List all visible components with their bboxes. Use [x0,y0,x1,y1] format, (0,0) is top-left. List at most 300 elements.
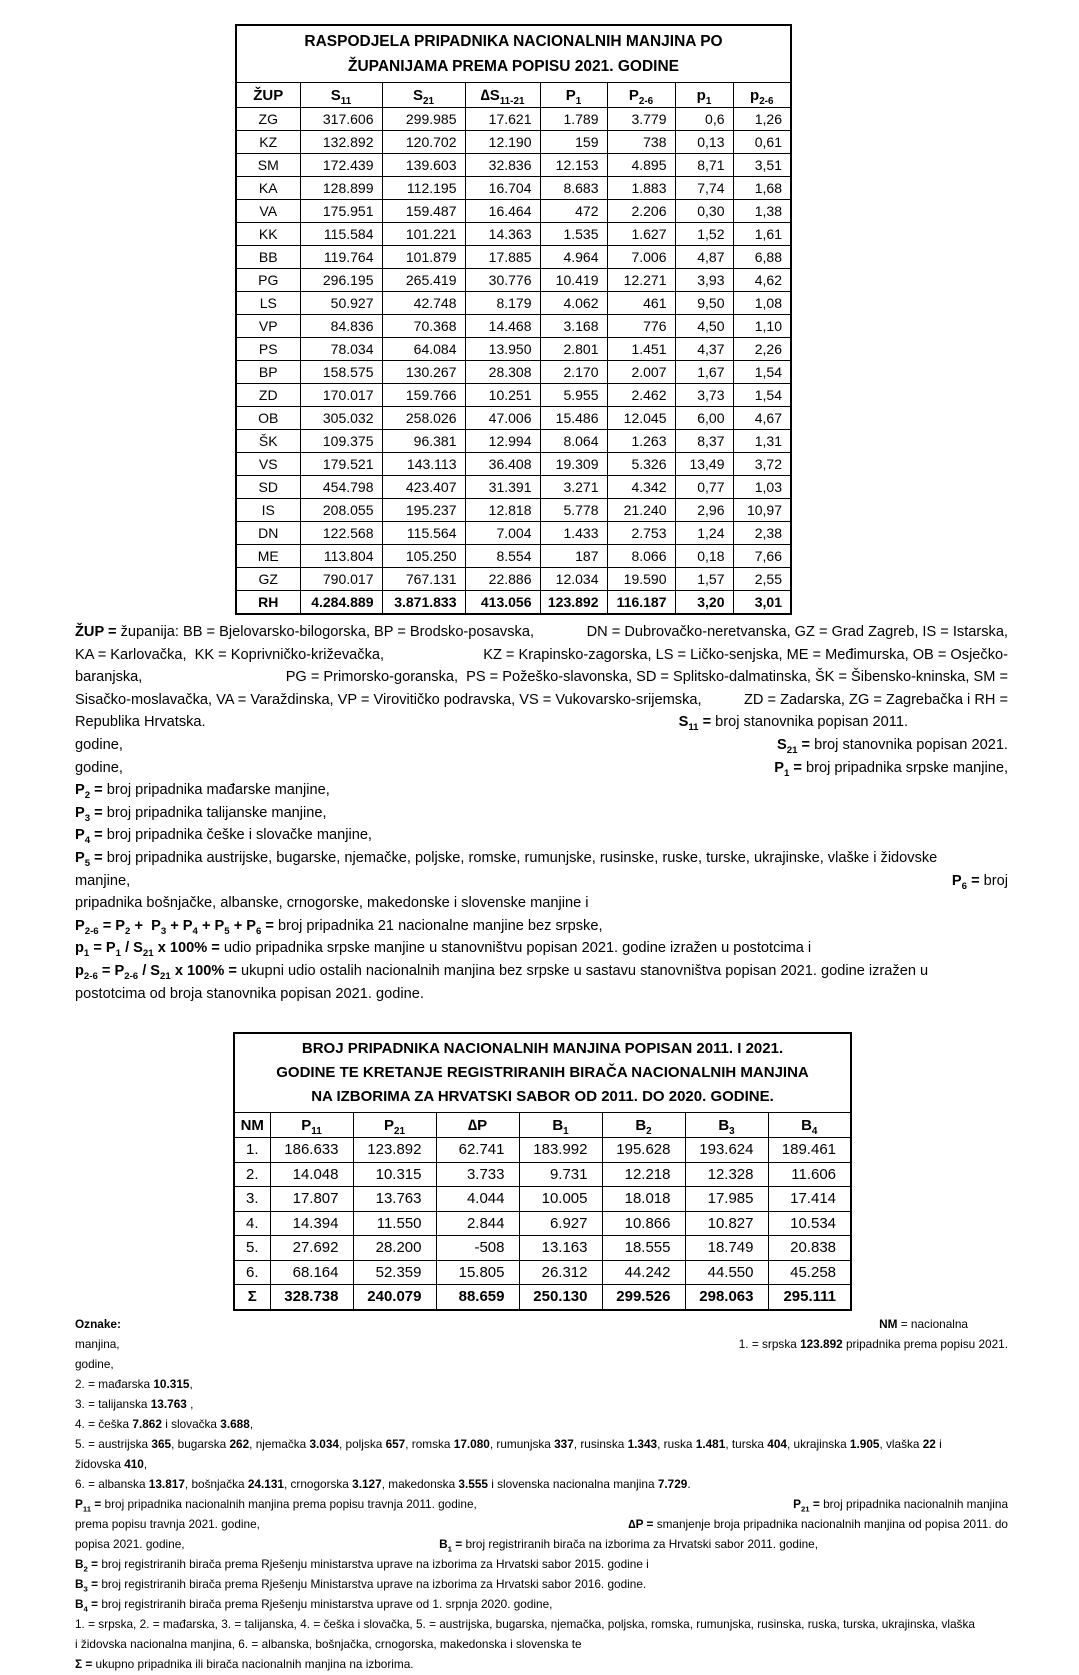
text-run: + P [166,917,193,934]
row-label-cell: VS [236,453,300,476]
value-cell: 175.951 [300,200,382,223]
value-cell: 187 [540,545,607,568]
subscript-text: 11-21 [499,95,525,107]
text-run: 10.315 [153,1377,190,1391]
text-run: = [809,1497,824,1511]
column-header [353,1113,436,1138]
legend-text [879,1314,968,1334]
legend-text [75,1514,260,1534]
value-cell: 16.704 [465,177,540,200]
value-cell: 21.240 [607,499,675,522]
legend-text [75,734,123,757]
row-label-cell: DN [236,522,300,545]
text-run: KZ = Krapinsko-zagorska, LS = Ličko-senjska, ME = Međimurska, OB = Osječko- [483,646,1008,663]
legend-text [75,779,330,802]
text-run: P [565,86,576,104]
row-label-cell: RH [236,591,300,615]
legend-line [75,734,1008,757]
value-cell: 4,62 [733,269,791,292]
value-cell: 10.866 [602,1211,685,1236]
legend-text [75,1474,691,1494]
legend-line [75,960,1008,983]
legend-text [75,824,372,847]
row-label-cell: SD [236,476,300,499]
value-cell: 4.964 [540,246,607,269]
legend-line [75,1554,1008,1574]
value-cell: 1.535 [540,223,607,246]
value-cell: 12.045 [607,407,675,430]
text-run: P [301,1116,312,1134]
subscript-text: 4 [811,1125,818,1137]
legend-text [483,644,1008,667]
table-row [236,154,791,177]
legend-text [739,1334,1008,1354]
value-cell: 3,93 [675,269,733,292]
table-row [236,269,791,292]
value-cell: 2,55 [733,568,791,591]
value-cell: 1.433 [540,522,607,545]
value-cell: 12.271 [607,269,675,292]
text-run: broj stanovnika popisan 2011. [715,714,908,731]
value-cell: 9,50 [675,292,733,315]
text-run: 1.343 [627,1437,658,1451]
legend-text [75,915,603,938]
value-cell: 10.315 [353,1162,436,1187]
legend-text [75,983,424,1006]
text-run: P [75,849,85,866]
legend-line [75,1314,1008,1334]
value-cell: 17.621 [465,108,540,131]
row-label-cell: PS [236,338,300,361]
value-cell: 2.170 [540,361,607,384]
table-title-line: BROJ PRIPADNIKA NACIONALNIH MANJINA POPISAN 2011. I 2021. [301,1040,784,1057]
value-cell: 32.836 [465,154,540,177]
text-run: p [696,86,706,104]
table-title-line: RASPODJELA PRIPADNIKA NACIONALNIH MANJINA PO [304,33,723,50]
value-cell: 8.064 [540,430,607,453]
table-row [236,131,791,154]
row-label-cell: ŠK [236,430,300,453]
legend-text [75,937,811,960]
row-label-cell: PG [236,269,300,292]
column-header [465,83,540,108]
text-run: 1.905 [849,1437,880,1451]
text-run: P [774,759,785,776]
legend-line [75,1374,1008,1394]
legend-text [75,1374,193,1394]
subscript-text: 3 [84,812,91,824]
value-cell: 16.464 [465,200,540,223]
legend-line [75,1614,1008,1634]
legend-text [744,689,1008,712]
row-label-cell: KK [236,223,300,246]
value-cell: 1.789 [540,108,607,131]
value-cell: 3,72 [733,453,791,476]
value-cell: 10,97 [733,499,791,522]
value-cell: 18.749 [685,1236,768,1261]
column-header [436,1113,519,1138]
text-run: , makedonska [381,1477,459,1491]
text-run: 17.080 [453,1437,490,1451]
text-run: 6. = albanska [75,1477,149,1491]
legend-text [75,870,130,893]
value-cell: 36.408 [465,453,540,476]
legend-line [75,1594,1008,1614]
text-run: smanjenje broja pripadnika nacionalnih manjina od popisa 2011. do [656,1517,1008,1531]
text-run: S [330,86,341,104]
text-run: , [249,1417,254,1431]
table-title-line: GODINE TE KRETANJE REGISTRIRANIH BIRAČA NACIONALNIH MANJINA [276,1064,809,1081]
text-run: P [75,1497,83,1511]
text-run: = [90,782,107,799]
value-cell: 1,24 [675,522,733,545]
subscript-text: 2-6 [759,95,774,107]
text-run: = [789,759,807,776]
text-run: manjine, [75,872,131,889]
legend-text [75,1614,975,1634]
value-cell: 44.242 [602,1260,685,1285]
value-cell: 8.179 [465,292,540,315]
text-run: = [87,1577,102,1591]
value-cell: 3,73 [675,384,733,407]
value-cell: 12.328 [685,1162,768,1187]
text-run: i slovenska nacionalna manjina [487,1477,658,1491]
text-run: p [750,86,760,104]
table-row [236,430,791,453]
value-cell: 1,10 [733,315,791,338]
value-cell: 3.779 [607,108,675,131]
text-run: broj stanovnika popisan 2021. [814,736,1008,753]
text-run: godine, [75,759,123,776]
value-cell: 0,13 [675,131,733,154]
value-cell: 8.066 [607,545,675,568]
value-cell: 17.414 [768,1187,851,1212]
value-cell: 170.017 [300,384,382,407]
text-run: P [75,782,85,799]
row-label-cell: 5. [234,1236,270,1261]
text-run: Oznake: [75,1317,121,1331]
legend-text [952,870,1008,893]
legend-line [75,915,1008,938]
value-cell: 20.838 [768,1236,851,1261]
value-cell: 1.627 [607,223,675,246]
text-run: P [793,1497,801,1511]
text-run: , rumunjska [489,1437,555,1451]
legend-line [75,1454,1008,1474]
text-run: godine, [75,736,123,753]
value-cell: 1,68 [733,177,791,200]
value-cell: 3,01 [733,591,791,615]
legend-line [75,1434,1008,1454]
subscript-text: 4 [83,1604,88,1614]
value-cell: 105.250 [382,545,465,568]
value-cell: 13,49 [675,453,733,476]
value-cell: 44.550 [685,1260,768,1285]
text-run: = P [89,940,116,957]
text-run: P [384,1116,395,1134]
text-run: / S [138,962,161,979]
value-cell: 1,61 [733,223,791,246]
text-run: , [189,1377,193,1391]
subscript-text: 21 [394,1125,405,1137]
text-run: 7.862 [132,1417,162,1431]
value-cell: 18.018 [602,1187,685,1212]
table-total-row [234,1285,851,1310]
text-run: , vlaška [879,1437,923,1451]
value-cell: 8.554 [465,545,540,568]
value-cell: 2,26 [733,338,791,361]
text-run: udio pripadnika srpske manjine u stanovništvu popisan 2021. godine izražen u postotcima i [223,940,812,957]
subscript-text: 3 [729,1125,735,1137]
text-run: = [90,804,107,821]
value-cell: 13.163 [519,1236,602,1261]
legend-text [774,757,1008,780]
value-cell: 738 [607,131,675,154]
value-cell: 1,57 [675,568,733,591]
value-cell: 96.381 [382,430,465,453]
text-run: p [75,962,84,979]
legend-text [75,1534,185,1554]
value-cell: 4.044 [436,1187,519,1212]
value-cell: 2,38 [733,522,791,545]
text-run: baranjska, [75,669,143,686]
table-row [236,407,791,430]
value-cell: 195.628 [602,1138,685,1163]
value-cell: 159.766 [382,384,465,407]
text-run: , bugarska [171,1437,230,1451]
legend-line [75,937,1008,960]
value-cell: 47.006 [465,407,540,430]
text-run: B [718,1116,730,1134]
value-cell: 298.063 [685,1285,768,1310]
value-cell: 4,37 [675,338,733,361]
value-cell: 7,66 [733,545,791,568]
value-cell: 123.892 [540,591,607,615]
text-run: 22 [922,1437,936,1451]
subscript-text: 3 [160,925,167,937]
column-header [234,1113,270,1138]
text-run: broj [983,872,1008,889]
value-cell: 8.683 [540,177,607,200]
subscript-text: 2 [83,1564,88,1574]
text-run: P [75,917,85,934]
text-run: P [75,804,85,821]
column-header [607,83,675,108]
text-run: NM [879,1317,898,1331]
subscript-text: 6 [256,925,262,937]
legend-line [75,1514,1008,1534]
value-cell: 3.733 [436,1162,519,1187]
legend-line [75,1654,1008,1674]
text-run: S [678,714,689,731]
text-run: B [75,1557,84,1571]
subscript-text: 21 [160,970,171,982]
value-cell: 13.950 [465,338,540,361]
subscript-text: 21 [142,948,154,960]
legend-text [75,1314,121,1334]
legend-line [75,1354,1008,1374]
value-cell: 4,87 [675,246,733,269]
text-run: 337 [554,1437,574,1451]
text-run: 657 [385,1437,406,1451]
value-cell: 5.778 [540,499,607,522]
subscript-text: 1 [784,767,790,779]
value-cell: 14.468 [465,315,540,338]
column-header [768,1113,851,1138]
row-label-cell: BP [236,361,300,384]
text-run: 123.892 [800,1337,843,1351]
table-row [236,545,791,568]
text-run: 4. = češka [75,1417,133,1431]
value-cell: 1.263 [607,430,675,453]
legend-text [75,644,384,667]
value-cell: 6.927 [519,1211,602,1236]
text-run: = [261,917,279,934]
table-title-line: NA IZBORIMA ZA HRVATSKI SABOR OD 2011. DO 2020. GODINE. [311,1088,774,1105]
text-run: ∆P = [628,1517,657,1531]
value-cell: 14.048 [270,1162,353,1187]
value-cell: 423.407 [382,476,465,499]
text-run: 1. = srpska, 2. = mađarska, 3. = talijanska, 4. = češka i slovačka, 5. = austrijska, bugarska, njemačka, poljska, romska, rumunjska, rusinska, ruska, turska, ukrajinska, vlaška [75,1617,975,1631]
value-cell: 12.994 [465,430,540,453]
legend-text [75,666,142,689]
value-cell: 52.359 [353,1260,436,1285]
table-row [236,499,791,522]
value-cell: 10.251 [465,384,540,407]
text-run: Sisačko-moslavačka, VA = Varaždinska, VP = Virovitičko podravska, VS = Vukovarsko-srijemska, [75,691,702,708]
value-cell: 454.798 [300,476,382,499]
value-cell: 101.879 [382,246,465,269]
value-cell: 2.753 [607,522,675,545]
legend-line [75,621,1008,644]
text-run: broj registriranih birača prema Rješenju ministarstva uprave od 1. srpnja 2020. godine, [101,1597,553,1611]
subscript-text: 2-6 [124,970,139,982]
value-cell: 30.776 [465,269,540,292]
text-run: broj pripadnika srpske manjine, [806,759,1008,776]
value-cell: 8,71 [675,154,733,177]
value-cell: 15.805 [436,1260,519,1285]
value-cell: 132.892 [300,131,382,154]
legend-line [75,1534,1008,1554]
value-cell: 68.164 [270,1260,353,1285]
text-run: 1. = srpska [738,1337,801,1351]
column-header [300,83,382,108]
text-run: 7.729 [657,1477,688,1491]
text-run: popisa 2021. godine, [75,1537,185,1551]
text-run: , ruska [657,1437,696,1451]
legend-text [587,621,1008,644]
text-run: ŽUP [253,86,284,104]
text-run: / S [121,940,143,957]
subscript-text: 11 [340,95,352,107]
legend-line [75,1574,1008,1594]
text-run: , ukrajinska [786,1437,850,1451]
value-cell: 158.575 [300,361,382,384]
text-run: 3. = talijanska [75,1397,151,1411]
text-run: , rusinska [573,1437,628,1451]
value-cell: 328.738 [270,1285,353,1310]
value-cell: 10.419 [540,269,607,292]
legend-text [75,689,702,712]
column-header [236,83,300,108]
value-cell: 109.375 [300,430,382,453]
text-run: = P [97,962,125,979]
table-row [236,568,791,591]
text-run: godine, [75,1357,114,1371]
text-run: , [143,1457,148,1471]
table-header-row [234,1113,851,1138]
value-cell: 7.004 [465,522,540,545]
legend-text [75,1334,120,1354]
value-cell: 4.342 [607,476,675,499]
value-cell: 1.883 [607,177,675,200]
row-label-cell: SM [236,154,300,177]
text-run: broj pripadnika austrijske, bugarske, njemačke, poljske, romske, rumunjske, rusinske, ruske, turske, ukrajinske, vlaške i židovske [106,849,938,866]
legend-text [793,1494,1008,1514]
value-cell: 299.526 [602,1285,685,1310]
value-cell: 10.534 [768,1211,851,1236]
text-run: 262 [229,1437,250,1451]
text-run: 404 [767,1437,787,1451]
table-row [236,361,791,384]
legend-line [75,689,1008,712]
value-cell: 101.221 [382,223,465,246]
table-title-row [234,1033,851,1113]
value-cell: 295.111 [768,1285,851,1310]
value-cell: 88.659 [436,1285,519,1310]
value-cell: 1.451 [607,338,675,361]
column-header [602,1113,685,1138]
row-label-cell: GZ [236,568,300,591]
subscript-text: 2-6 [84,925,99,937]
row-label-cell: BB [236,246,300,269]
legend-text [75,892,589,915]
subscript-text: 1 [563,1125,569,1137]
text-run: B [75,1577,84,1591]
value-cell: 258.026 [382,407,465,430]
row-label-cell: KZ [236,131,300,154]
text-run: = [797,736,815,753]
value-cell: 70.368 [382,315,465,338]
value-cell: 50.927 [300,292,382,315]
value-cell: 17.807 [270,1187,353,1212]
legend-text [75,1554,649,1574]
row-label-cell: LS [236,292,300,315]
subscript-text: 1 [705,95,712,107]
text-run: 1.481 [695,1437,726,1451]
row-label-cell: VA [236,200,300,223]
value-cell: 179.521 [300,453,382,476]
table-total-row [236,591,791,615]
subscript-text: 11 [82,1504,92,1514]
text-run: = [87,1597,102,1611]
value-cell: 19.309 [540,453,607,476]
value-cell: 45.258 [768,1260,851,1285]
text-run: židovska [75,1457,125,1471]
text-run: županija: BB = Bjelovarsko-bilogorska, BP = Brodsko-posavska, [120,624,534,640]
text-run: 3.555 [458,1477,488,1491]
text-run: P [951,872,962,889]
text-run: ukupni udio ostalih nacionalnih manjina bez srpske u sastavu stanovništva popisan 2021. godine izražen u [240,962,929,979]
value-cell: -508 [436,1236,519,1261]
subscript-text: 2 [646,1125,652,1137]
legend-line [75,779,1008,802]
text-run: ŽUP = [75,624,121,640]
text-run: 3.688 [220,1417,250,1431]
legend-line [75,892,1008,915]
value-cell: 11.550 [353,1211,436,1236]
table-title-line: ŽUPANIJAMA PREMA POPISU 2021. GODINE [347,58,680,75]
